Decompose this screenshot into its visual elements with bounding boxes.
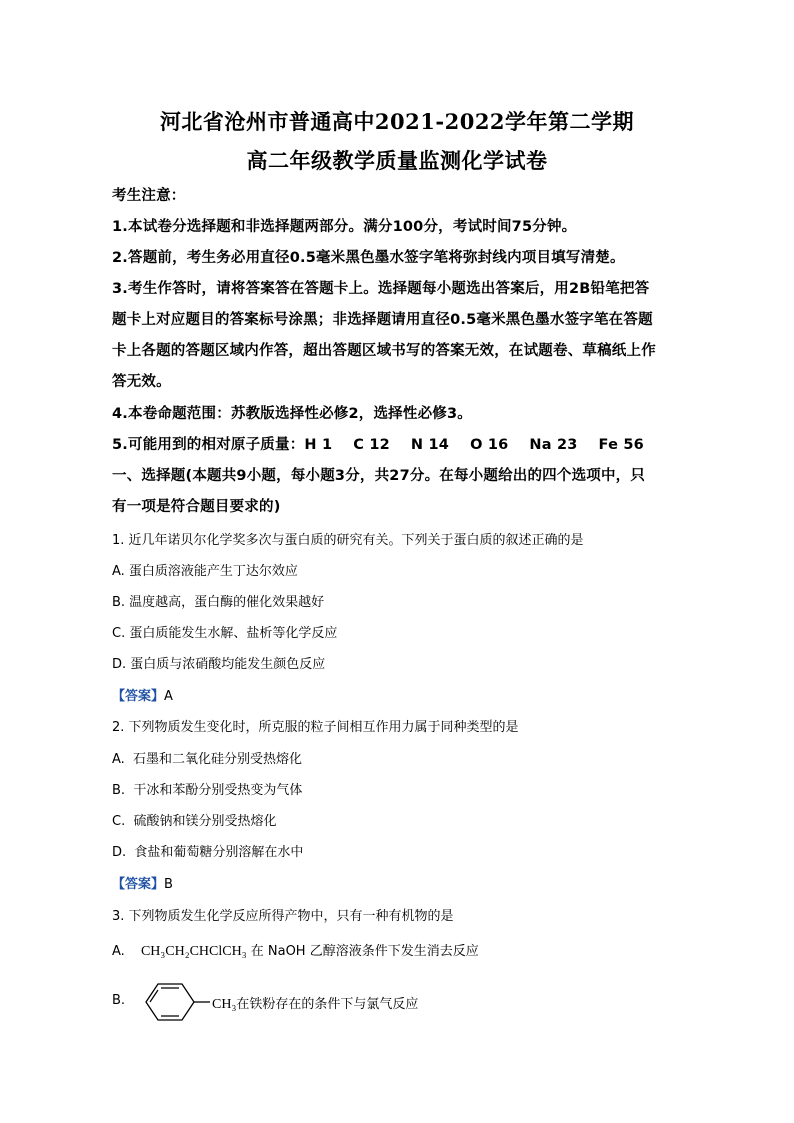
question-1-stem: 1. 近几年诺贝尔化学奖多次与蛋白质的研究有关。下列关于蛋白质的叙述正确的是 (112, 533, 584, 548)
answer-tag: 【答案】 (112, 689, 165, 704)
question-2-answer (112, 873, 173, 892)
notice-item-4: 4.本卷命题范围：苏教版选择性必修2，选择性必修3。 (112, 406, 472, 422)
exam-title-line2: 高二年级教学质量监测化学试卷 (246, 148, 548, 173)
option-label: A. (112, 944, 125, 959)
question-2-stem: 2. 下列物质发生变化时，所克服的粒子间相互作用力属于同种类型的是 (112, 720, 519, 735)
question-1-answer (112, 685, 173, 704)
question-2-option-b: B. 干冰和苯酚分别受热变为气体 (112, 783, 303, 798)
notice-item-3-line4: 答无效。 (112, 374, 171, 390)
notice-heading: 考生注意： (112, 188, 186, 204)
notice-item-2: 2.答题前，考生务必用直径0.5毫米黑色墨水签字笔将弥封线内项目填写清楚。 (112, 250, 625, 266)
notice-item-5: 5.可能用到的相对原子质量：H 1 C 12 N 14 O 16 Na 23 Fe 56 (112, 437, 644, 453)
question-1-option-a: A. 蛋白质溶液能产生丁达尔效应 (112, 564, 298, 579)
question-3-option-a (112, 940, 479, 960)
question-3-option-b (212, 993, 418, 1013)
notice-item-3-line2: 题卡上对应题目的答案标号涂黑；非选择题请用直径0.5毫米黑色墨水签字笔在答题 (112, 312, 653, 328)
question-3-option-b-label: B. (112, 993, 126, 1008)
option-text: 在 NaOH 乙醇溶液条件下发生消去反应 (250, 944, 479, 959)
question-1-option-b: B. 温度越高，蛋白酶的催化效果越好 (112, 595, 325, 610)
option-text: 在铁粉存在的条件下与氯气反应 (236, 997, 419, 1012)
section-heading-line1: 一、选择题(本题共9小题，每小题3分，共27分。在每小题给出的四个选项中，只 (112, 468, 646, 484)
notice-item-3-line1: 3.考生作答时，请将答案答在答题卡上。选择题每小题选出答案后，用2B铅笔把答 (112, 281, 650, 297)
chemical-formula: CH₃CH₂CHClCH₃ (140, 944, 247, 959)
chemical-formula: CH₃ (212, 997, 237, 1012)
question-3-stem: 3. 下列物质发生化学反应所得产物中，只有一种有机物的是 (112, 909, 454, 924)
question-2-option-a: A. 石墨和二氧化硅分别受热熔化 (112, 752, 303, 767)
benzene-ring-structure (130, 980, 210, 1024)
question-2-option-d: D. 食盐和葡萄糖分别溶解在水中 (112, 845, 304, 860)
answer-tag: 【答案】 (112, 877, 165, 892)
answer-value: A (164, 689, 173, 704)
answer-value: B (164, 877, 173, 892)
notice-item-3-line3: 卡上各题的答题区域内作答，超出答题区域书写的答案无效，在试题卷、草稿纸上作 (112, 343, 656, 359)
question-2-option-c: C. 硫酸钠和镁分别受热熔化 (112, 814, 277, 829)
exam-title-line1: 河北省沧州市普通高中2021-2022学年第二学期 (159, 109, 635, 134)
question-1-option-d: D. 蛋白质与浓硝酸均能发生颜色反应 (112, 657, 326, 672)
notice-item-1: 1.本试卷分选择题和非选择题两部分。满分100分，考试时间75分钟。 (112, 219, 577, 235)
question-1-option-c: C. 蛋白质能发生水解、盐析等化学反应 (112, 626, 338, 641)
section-heading-line2: 有一项是符合题目要求的) (112, 499, 281, 515)
